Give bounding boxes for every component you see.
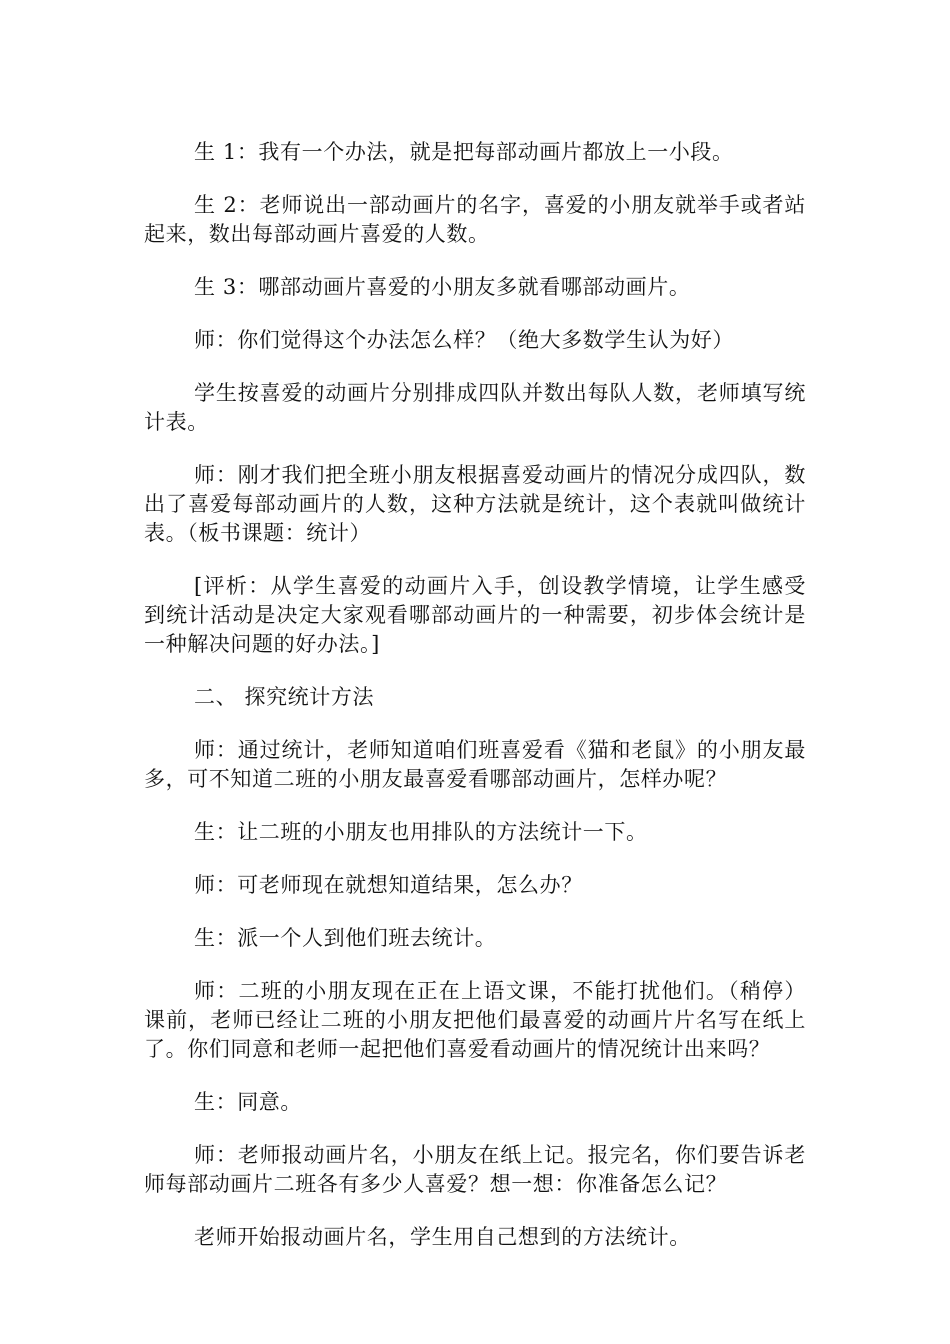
paragraph-teacher-record: 师：老师报动画片名，小朋友在纸上记。报完名，你们要告诉老师每部动画片二班各有多少人喜爱？想一想：你准备怎么记？ [144, 1143, 806, 1196]
paragraph-teacher-start: 老师开始报动画片名，学生用自己想到的方法统计。 [194, 1225, 691, 1249]
paragraph-teacher-question: 师：你们觉得这个办法怎么样？（绝大多数学生认为好） [194, 328, 734, 352]
paragraph-queue-count: 学生按喜爱的动画片分别排成四队并数出每队人数，老师填写统计表。 [144, 381, 806, 434]
paragraph-teacher-result: 师：可老师现在就想知道结果，怎么办？ [194, 873, 583, 897]
paragraph-student2-idea: 生 2：老师说出一部动画片的名字，喜爱的小朋友就举手或者站起来，数出每部动画片喜爱的人数。 [144, 193, 806, 246]
document-body [144, 138, 806, 1276]
paragraph-teacher-summary: 师：刚才我们把全班小朋友根据喜爱动画片的情况分成四队，数出了喜爱每部动画片的人数，这种方法就是统计，这个表就叫做统计表。（板书课题：统计） [144, 463, 806, 545]
paragraph-student-agree: 生：同意。 [194, 1090, 302, 1114]
paragraph-student1-idea: 生 1：我有一个办法，就是把每部动画片都放上一小段。 [194, 140, 734, 164]
paragraph-student-queue: 生：让二班的小朋友也用排队的方法统计一下。 [194, 820, 648, 844]
paragraph-teacher-paper: 师：二班的小朋友现在正在上语文课，不能打扰他们。（稍停）课前，老师已经让二班的小朋友把他们最喜爱的动画片片名写在纸上了。你们同意和老师一起把他们喜爱看动画片的情况统计出来吗？ [144, 979, 806, 1061]
paragraph-commentary: [评析：从学生喜爱的动画片入手，创设教学情境，让学生感受到统计活动是决定大家观看哪部动画片的一种需要，初步体会统计是一种解决问题的好办法。] [144, 574, 806, 656]
paragraph-student3-idea: 生 3：哪部动画片喜爱的小朋友多就看哪部动画片。 [194, 275, 691, 299]
paragraph-teacher-class-two: 师：通过统计，老师知道咱们班喜爱看《猫和老鼠》的小朋友最多，可不知道二班的小朋友最喜爱看哪部动画片，怎样办呢？ [144, 738, 806, 791]
section-heading: 二、 探究统计方法 [194, 685, 375, 709]
paragraph-student-send: 生：派一个人到他们班去统计。 [194, 926, 497, 950]
